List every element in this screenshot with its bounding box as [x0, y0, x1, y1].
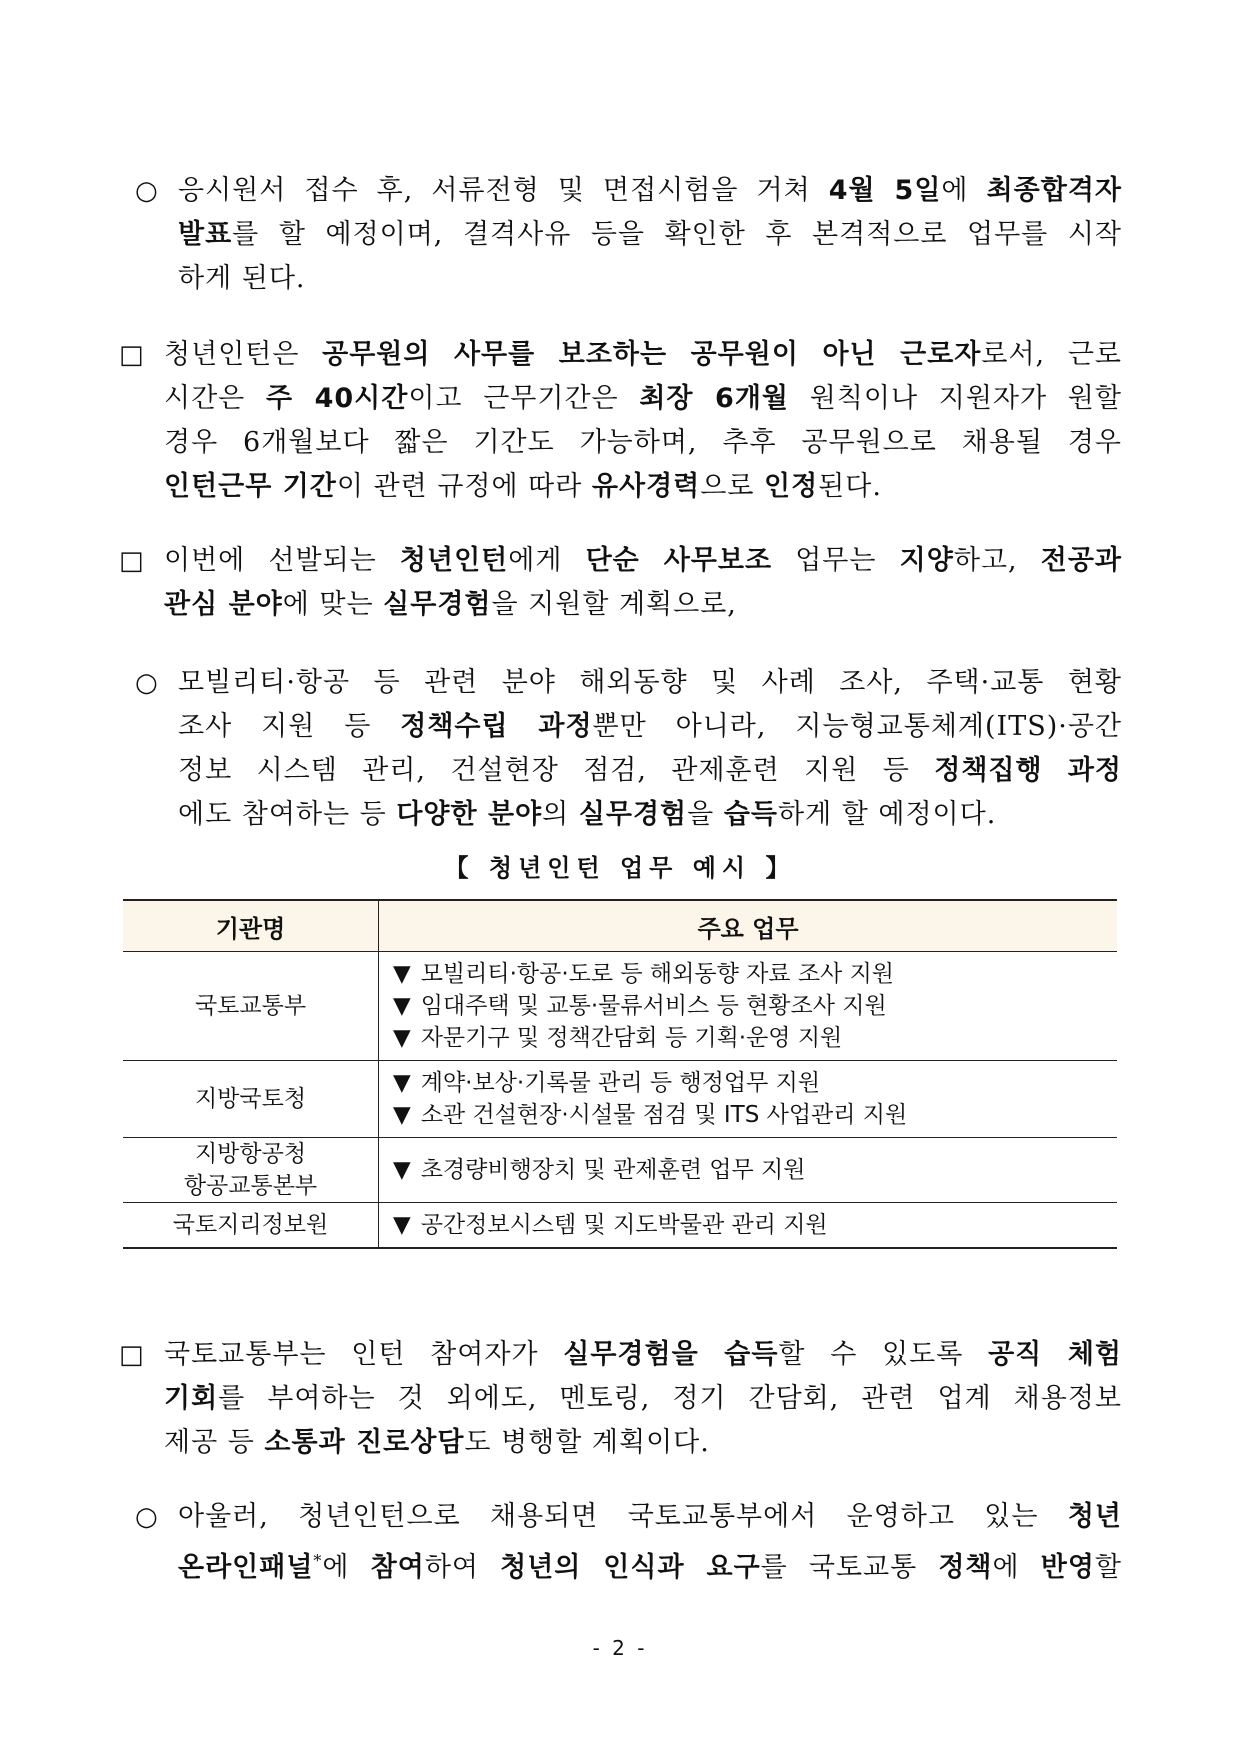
p4-line-3: 정보 시스템 관리, 건설현장 점검, 관제훈련 지원 등 정책집행 과정: [178, 755, 1122, 786]
duty-item: ▼ 공간정보시스템 및 지도박물관 관리 지원: [393, 1212, 828, 1238]
duties-cell: [379, 952, 1118, 1061]
p4-line-2: 조사 지원 등 정책수립 과정뿐만 아니라, 지능형교통체계(ITS)·공간: [178, 711, 1122, 742]
table-header-row: [123, 900, 1117, 952]
table-row: [123, 952, 1117, 1061]
duty-item: ▼ 계약·보상·기록물 관리 등 행정업무 지원: [393, 1070, 821, 1096]
p2-line-1: 청년인턴은 공무원의 사무를 보조하는 공무원이 아닌 근로자로서, 근로: [164, 339, 1123, 370]
square-bullet: □: [119, 340, 144, 370]
p6-line-2: 온라인패널*에 참여하여 청년의 인식과 요구를 국토교통 정책에 반영할: [178, 1551, 1122, 1583]
triangle-bullet-icon: ▼: [393, 1212, 411, 1238]
duties-cell: [379, 1138, 1118, 1203]
duty-item: ▼ 소관 건설현장·시설물 점검 및 ITS 사업관리 지원: [393, 1102, 908, 1128]
triangle-bullet-icon: ▼: [393, 1070, 411, 1096]
duty-item: ▼ 초경량비행장치 및 관제훈련 업무 지원: [393, 1157, 806, 1183]
circle-bullet: ○: [135, 668, 158, 698]
org-cell: 국토교통부: [123, 952, 379, 1061]
org-cell: 국토지리정보원: [123, 1203, 379, 1249]
duties-cell: [379, 1061, 1118, 1138]
triangle-bullet-icon: ▼: [393, 961, 411, 987]
org-cell: [123, 1138, 379, 1203]
org-name-line: 지방항공청: [194, 1141, 307, 1167]
table-title: 【 청년인턴 업무 예시 】: [444, 854, 796, 882]
triangle-bullet-icon: ▼: [393, 1157, 411, 1183]
p5-line-3: 제공 등 소통과 진로상담도 병행할 계획이다.: [164, 1427, 710, 1458]
triangle-bullet-icon: ▼: [393, 1102, 411, 1128]
square-bullet: □: [119, 1340, 144, 1370]
duty-item: ▼ 모빌리티·항공·도로 등 해외동향 자료 조사 지원: [393, 961, 895, 987]
table-row: [123, 1138, 1117, 1203]
circle-bullet: ○: [135, 176, 158, 206]
p4-line-4: 에도 참여하는 등 다양한 분야의 실무경험을 습득하게 할 예정이다.: [178, 799, 997, 830]
duties-cell: [379, 1203, 1118, 1249]
header-org: 기관명: [123, 900, 379, 952]
p1-line-2: 발표를 할 예정이며, 결격사유 등을 확인한 후 본격적으로 업무를 시작: [178, 219, 1122, 250]
p2-line-2: 시간은 주 40시간이고 근무기간은 최장 6개월 원칙이나 지원자가 원할: [164, 383, 1122, 414]
p3-line-1: 이번에 선발되는 청년인턴에게 단순 사무보조 업무는 지양하고, 전공과: [164, 545, 1122, 576]
p2-line-3: 경우 6개월보다 짧은 기간도 가능하며, 추후 공무원으로 채용될 경우: [164, 427, 1122, 458]
table-row: [123, 1061, 1117, 1138]
duty-item: ▼ 임대주택 및 교통·물류서비스 등 현황조사 지원: [393, 993, 887, 1019]
p1-line-1: 응시원서 접수 후, 서류전형 및 면접시험을 거쳐 4월 5일에 최종합격자: [178, 175, 1123, 206]
square-bullet: □: [119, 546, 144, 576]
p4-line-1: 모빌리티·항공 등 관련 분야 해외동향 및 사례 조사, 주택·교통 현황: [178, 667, 1122, 698]
p5-line-1: 국토교통부는 인턴 참여자가 실무경험을 습득할 수 있도록 공직 체험: [164, 1339, 1122, 1370]
p1-line-3: 하게 된다.: [178, 263, 306, 294]
intern-tasks-table: [123, 899, 1117, 1249]
p2-line-4: 인턴근무 기간이 관련 규정에 따라 유사경력으로 인정된다.: [164, 471, 882, 502]
table-row: [123, 1203, 1117, 1249]
duty-item: ▼ 자문기구 및 정책간담회 등 기획·운영 지원: [393, 1025, 843, 1051]
org-name-line: 항공교통본부: [183, 1173, 318, 1199]
circle-bullet: ○: [135, 1502, 158, 1532]
header-duties: 주요 업무: [379, 900, 1118, 952]
org-cell: 지방국토청: [123, 1061, 379, 1138]
p5-line-2: 기회를 부여하는 것 외에도, 멘토링, 정기 간담회, 관련 업계 채용정보: [164, 1383, 1122, 1414]
p3-line-2: 관심 분야에 맞는 실무경험을 지원할 계획으로,: [164, 589, 737, 620]
triangle-bullet-icon: ▼: [393, 1025, 411, 1051]
p6-line-1: 아울러, 청년인턴으로 채용되면 국토교통부에서 운영하고 있는 청년: [178, 1501, 1122, 1532]
triangle-bullet-icon: ▼: [393, 993, 411, 1019]
page-number: - 2 -: [592, 1636, 648, 1660]
